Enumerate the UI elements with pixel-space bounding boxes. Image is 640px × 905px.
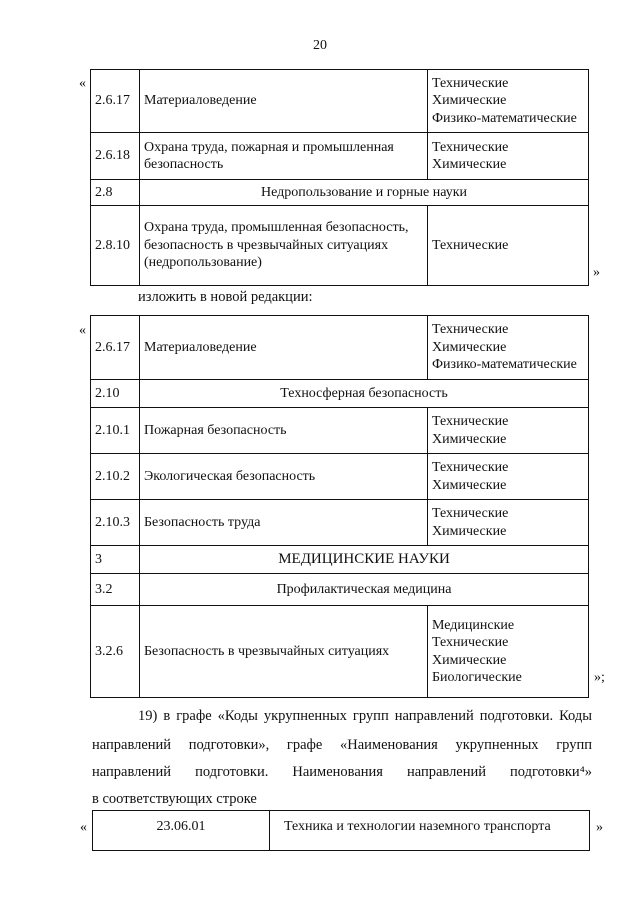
paragraph-line: направлений подготовки», графе «Наименования укрупненных групп xyxy=(92,737,592,753)
section-title: Техносферная безопасность xyxy=(140,380,589,408)
intro-text: изложить в новой редакции: xyxy=(138,289,313,305)
amendment-paragraph xyxy=(92,708,592,808)
row-code: 3.2.6 xyxy=(91,606,140,698)
row-code: 2.6.18 xyxy=(91,133,140,180)
section-title: Недропользование и горные науки xyxy=(140,180,589,206)
row-code: 2.6.17 xyxy=(91,70,140,133)
row-name: Техника и технологии наземного транспорта xyxy=(270,811,590,851)
table-row xyxy=(91,133,589,180)
transport-table xyxy=(92,810,590,851)
row-groups: Технические Химические Физико-математические xyxy=(428,316,589,380)
page-number: 20 xyxy=(313,38,327,53)
paragraph-line: направлений подготовки. Наименования направлений подготовки⁴» xyxy=(92,764,592,780)
new-table xyxy=(90,315,589,698)
row-code: 2.10.1 xyxy=(91,408,140,454)
row-code: 2.10.3 xyxy=(91,500,140,546)
old-table xyxy=(90,69,589,286)
row-name: Материаловедение xyxy=(140,316,428,380)
table-row xyxy=(91,408,589,454)
row-code: 23.06.01 xyxy=(93,811,270,851)
row-code: 2.10 xyxy=(91,380,140,408)
table-row xyxy=(91,70,589,133)
row-groups: Технические xyxy=(428,206,589,286)
section-title: МЕДИЦИНСКИЕ НАУКИ xyxy=(140,546,589,574)
row-name: Экологическая безопасность xyxy=(140,454,428,500)
table-row xyxy=(91,206,589,286)
row-groups: Медицинские Технические Химические Биологические xyxy=(428,606,589,698)
row-name: Безопасность труда xyxy=(140,500,428,546)
row-name: Охрана труда, пожарная и промышленная безопасность xyxy=(140,133,428,180)
table-row xyxy=(91,180,589,206)
section-title: Профилактическая медицина xyxy=(140,574,589,606)
row-code: 2.10.2 xyxy=(91,454,140,500)
table-row xyxy=(91,316,589,380)
table-row xyxy=(91,606,589,698)
row-code: 2.8 xyxy=(91,180,140,206)
table-row xyxy=(91,546,589,574)
row-code: 3 xyxy=(91,546,140,574)
table-row xyxy=(91,500,589,546)
open-quote: « xyxy=(79,76,86,91)
row-code: 2.8.10 xyxy=(91,206,140,286)
row-groups: Технические Химические xyxy=(428,133,589,180)
row-groups: Технические Химические xyxy=(428,454,589,500)
row-code: 3.2 xyxy=(91,574,140,606)
close-quote: » xyxy=(596,820,603,835)
close-quote: » xyxy=(593,265,600,280)
open-quote: « xyxy=(80,820,87,835)
paragraph-line: 19) в графе «Коды укрупненных групп направлений подготовки. Коды xyxy=(138,708,592,724)
close-quote: »; xyxy=(594,670,605,685)
row-name: Безопасность в чрезвычайных ситуациях xyxy=(140,606,428,698)
row-name: Пожарная безопасность xyxy=(140,408,428,454)
row-name: Материаловедение xyxy=(140,70,428,133)
open-quote: « xyxy=(79,323,86,338)
row-code: 2.6.17 xyxy=(91,316,140,380)
table-row xyxy=(91,574,589,606)
table-row xyxy=(93,811,590,851)
row-groups: Технические Химические Физико-математические xyxy=(428,70,589,133)
row-name: Охрана труда, промышленная безопасность, безопасность в чрезвычайных ситуациях (недропользование) xyxy=(140,206,428,286)
table-row xyxy=(91,454,589,500)
table-row xyxy=(91,380,589,408)
row-groups: Технические Химические xyxy=(428,408,589,454)
row-groups: Технические Химические xyxy=(428,500,589,546)
paragraph-line: в соответствующих строке xyxy=(92,791,257,807)
